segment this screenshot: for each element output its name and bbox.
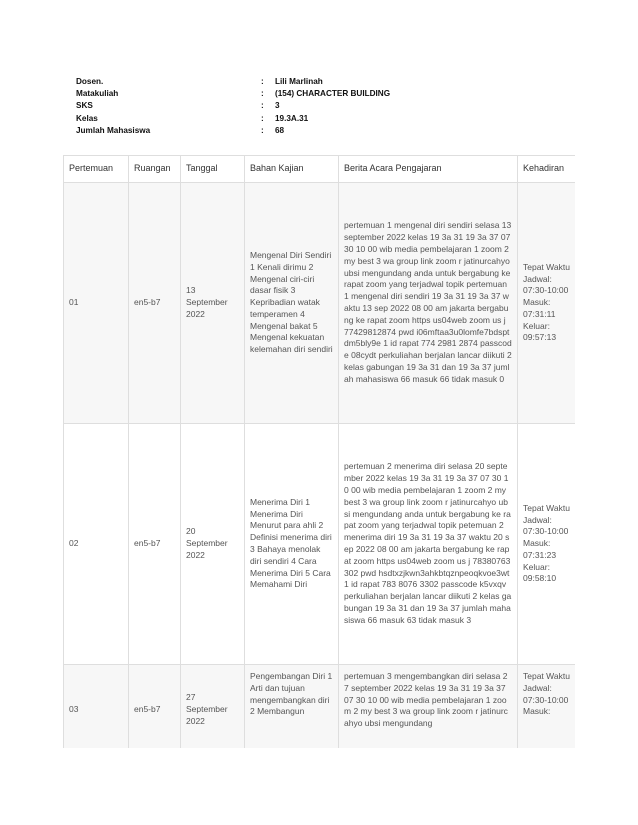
cell-ruangan: en5-b7 — [129, 665, 181, 749]
table-header-row — [64, 156, 576, 183]
cell-bahan-kajian: Mengenal Diri Sendiri 1 Kenali dirimu 2 Mengenal ciri-ciri dasar fisik 3 Kepribadian watak temperamen 4 Mengenal bakat 5 Mengenal kekuatan kelemahan diri sendiri — [245, 183, 339, 424]
info-label: Kelas — [76, 113, 98, 123]
table-row — [64, 665, 576, 749]
header-kehadiran: Kehadiran — [518, 156, 576, 183]
cell-kehadiran: Tepat Waktu Jadwal: 07:30-10:00 Masuk: 07:31:23 Keluar: 09:58:10 — [518, 424, 576, 665]
cell-kehadiran: Tepat Waktu Jadwal: 07:30-10:00 Masuk: — [518, 665, 576, 749]
info-value: Lili Marlinah — [275, 77, 323, 86]
info-row-sks — [76, 100, 496, 112]
cell-tanggal: 20 September 2022 — [181, 424, 245, 665]
cell-pertemuan: 02 — [64, 424, 129, 665]
info-label: Matakuliah — [76, 89, 119, 99]
table-row — [64, 424, 576, 665]
info-colon: : — [261, 101, 264, 111]
header-berita-acara: Berita Acara Pengajaran — [339, 156, 518, 183]
cell-bahan-kajian: Pengembangan Diri 1 Arti dan tujuan mengembangkan diri 2 Membangun — [245, 665, 339, 749]
cell-pertemuan: 01 — [64, 183, 129, 424]
info-row-dosen — [76, 76, 496, 88]
info-row-matakuliah — [76, 88, 496, 100]
info-label: Dosen. — [76, 77, 104, 86]
cell-berita-acara: pertemuan 1 mengenal diri sendiri selasa 13 september 2022 kelas 19 3a 31 19 3a 37 07 30 10 00 wib media pembelajaran 1 zoom 2 my best 3 wa group link zoom r jatinurcahyo ubsi mengundang anda untuk bergabung ke rapat zoom yang terjadwal topik pertemuan 1 mengenal diri sendiri 19 3a 31 19 3a 37 waktu 13 sep 2022 08 00 am jakarta bergabung ke rapat zoom https us04web zoom us j 77429812874 pwd i06mftaa3u0lomfe7bdsptdm5bly9e 1 id rapat 774 2981 2874 passcode 08cydt perkuliahan berjalan lancar diikuti 2 kelas gabungan 19 3a 31 dan 19 3a 37 jumlah mahasiswa 66 masuk 66 tidak masuk 0 — [339, 183, 518, 424]
info-colon: : — [261, 125, 264, 135]
info-label: Jumlah Mahasiswa — [76, 125, 151, 135]
info-value: 68 — [275, 125, 285, 135]
cell-berita-acara: pertemuan 3 mengembangkan diri selasa 27 september 2022 kelas 19 3a 31 19 3a 37 07 30 10 00 wib media pembelajaran 1 zoom 2 my best 3 wa group link zoom r jatinurcahyo ubsi mengundang — [339, 665, 518, 749]
cell-bahan-kajian: Menerima Diri 1 Menerima Diri Menurut para ahli 2 Definisi menerima diri 3 Bahaya menolak diri sendiri 4 Cara Menerima Diri 5 Cara Memahami Diri — [245, 424, 339, 665]
header-pertemuan: Pertemuan — [64, 156, 129, 183]
table-row — [64, 183, 576, 424]
info-row-kelas — [76, 113, 496, 125]
cell-ruangan: en5-b7 — [129, 183, 181, 424]
info-value: 19.3A.31 — [275, 113, 309, 123]
info-label: SKS — [76, 101, 93, 111]
cell-kehadiran: Tepat Waktu Jadwal: 07:30-10:00 Masuk: 07:31:11 Keluar: 09:57:13 — [518, 183, 576, 424]
info-row-jumlah-mahasiswa — [76, 125, 496, 137]
header-tanggal: Tanggal — [181, 156, 245, 183]
cell-ruangan: en5-b7 — [129, 424, 181, 665]
cell-tanggal: 13 September 2022 — [181, 183, 245, 424]
info-value: 3 — [275, 101, 280, 111]
cell-pertemuan: 03 — [64, 665, 129, 749]
cell-tanggal: 27 September 2022 — [181, 665, 245, 749]
info-colon: : — [261, 77, 264, 86]
info-colon: : — [261, 113, 264, 123]
header-bahan-kajian: Bahan Kajian — [245, 156, 339, 183]
info-value: (154) CHARACTER BUILDING — [275, 89, 391, 99]
header-ruangan: Ruangan — [129, 156, 181, 183]
cell-berita-acara: pertemuan 2 menerima diri selasa 20 september 2022 kelas 19 3a 31 19 3a 37 07 30 10 00 wib media pembelajaran 1 zoom 2 my best 3 wa group link zoom r jatinurcahyo ubsi mengundang anda untuk bergabung ke rapat zoom yang terjadwal topik petemuan 2 menerima diri 19 3a 31 19 3a 37 waktu 20 sep 2022 08 00 am jakarta bergabung ke rapat zoom https us04web zoom us j 78380763302 pwd hsdtxzjkwn3ahkbtqznpeoqkvoe3wt 1 id rapat 783 8076 3302 passcode k5vxqv perkuliahan berjalan lancar diikuti 2 kelas gabungan 19 3a 31 dan 19 3a 37 jumlah mahasiswa 66 masuk 63 tidak masuk 3 — [339, 424, 518, 665]
info-colon: : — [261, 89, 264, 99]
course-info — [76, 76, 496, 137]
attendance-table-wrapper — [63, 155, 575, 748]
attendance-table — [63, 155, 575, 748]
